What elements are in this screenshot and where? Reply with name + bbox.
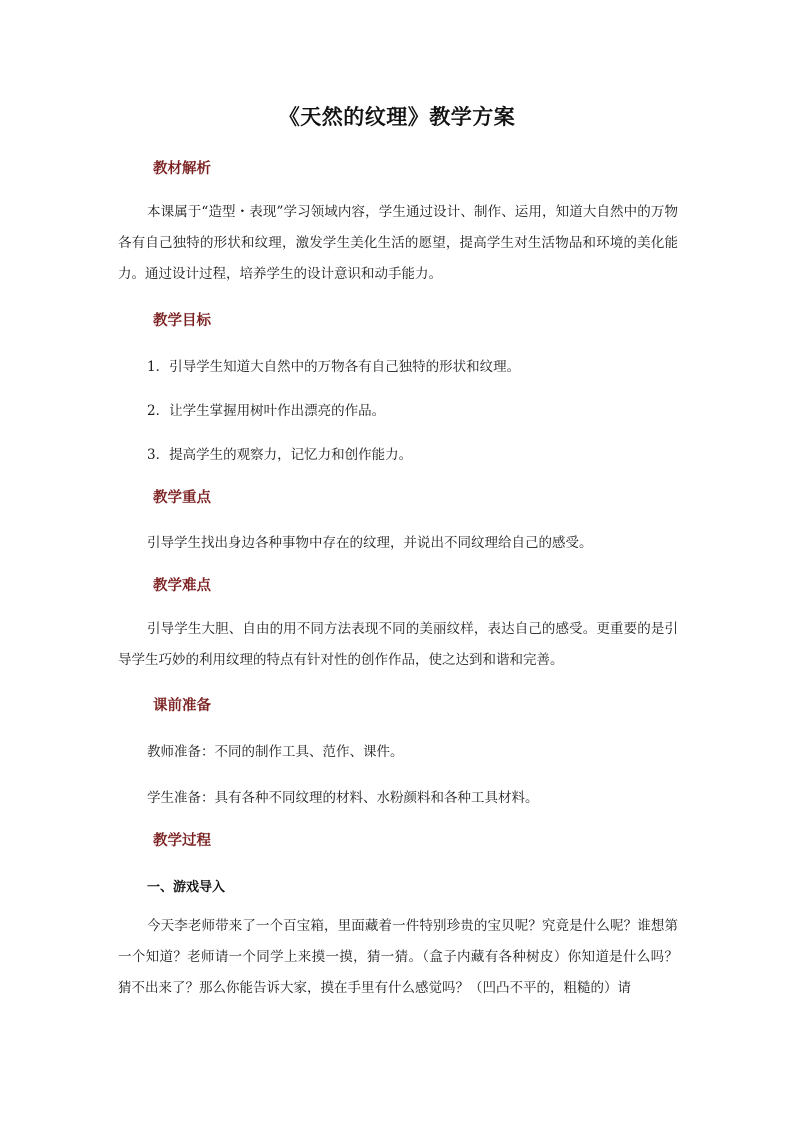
goal-item-2: 2．让学生掌握用树叶作出漂亮的作品。 (147, 403, 386, 419)
heading-analysis: 教材解析 (153, 160, 211, 177)
paragraph-game-intro: 今天李老师带来了一个百宝箱，里面藏着一件特别珍贵的宝贝呢？究竟是什么呢？谁想第一个知道？老师请一个同学上来摸一摸，猜一猜。（盒子内藏有各种树皮）你知道是什么吗？猜不出来了？那么你能告诉大家，摸在手里有什么感觉吗？（凹凸不平的，粗糙的）请 (118, 918, 678, 996)
preparation-teacher: 教师准备：不同的制作工具、范作、课件。 (147, 744, 404, 760)
heading-preparation: 课前准备 (153, 697, 211, 714)
heading-process: 教学过程 (153, 832, 211, 849)
paragraph-analysis: 本课属于“造型・表现”学习领域内容，学生通过设计、制作、运用，知道大自然中的万物各有自己独特的形状和纹理，激发学生美化生活的愿望，提高学生对生活物品和环境的美化能力。通过设计过程，培养学生的设计意识和动手能力。 (118, 204, 678, 282)
goal-item-1: 1．引导学生知道大自然中的万物各有自己独特的形状和纹理。 (147, 359, 521, 375)
paragraph-difficulties: 引导学生大胆、自由的用不同方法表现不同的美丽纹样，表达自己的感受。更重要的是引导学生巧妙的利用纹理的特点有针对性的创作作品，使之达到和谐和完善。 (118, 621, 678, 668)
goal-item-3: 3．提高学生的观察力，记忆力和创作能力。 (147, 447, 413, 463)
heading-goals: 教学目标 (153, 312, 211, 329)
heading-difficulties: 教学难点 (153, 577, 211, 594)
preparation-student: 学生准备：具有各种不同纹理的材料、水粉颜料和各种工具材料。 (147, 790, 539, 806)
paragraph-key-points: 引导学生找出身边各种事物中存在的纹理，并说出不同纹理给自己的感受。 (147, 535, 593, 551)
heading-key-points: 教学重点 (153, 489, 211, 506)
document-title: 《天然的纹理》教学方案 (278, 104, 516, 129)
subheading-game-intro: 一、游戏导入 (147, 880, 226, 895)
